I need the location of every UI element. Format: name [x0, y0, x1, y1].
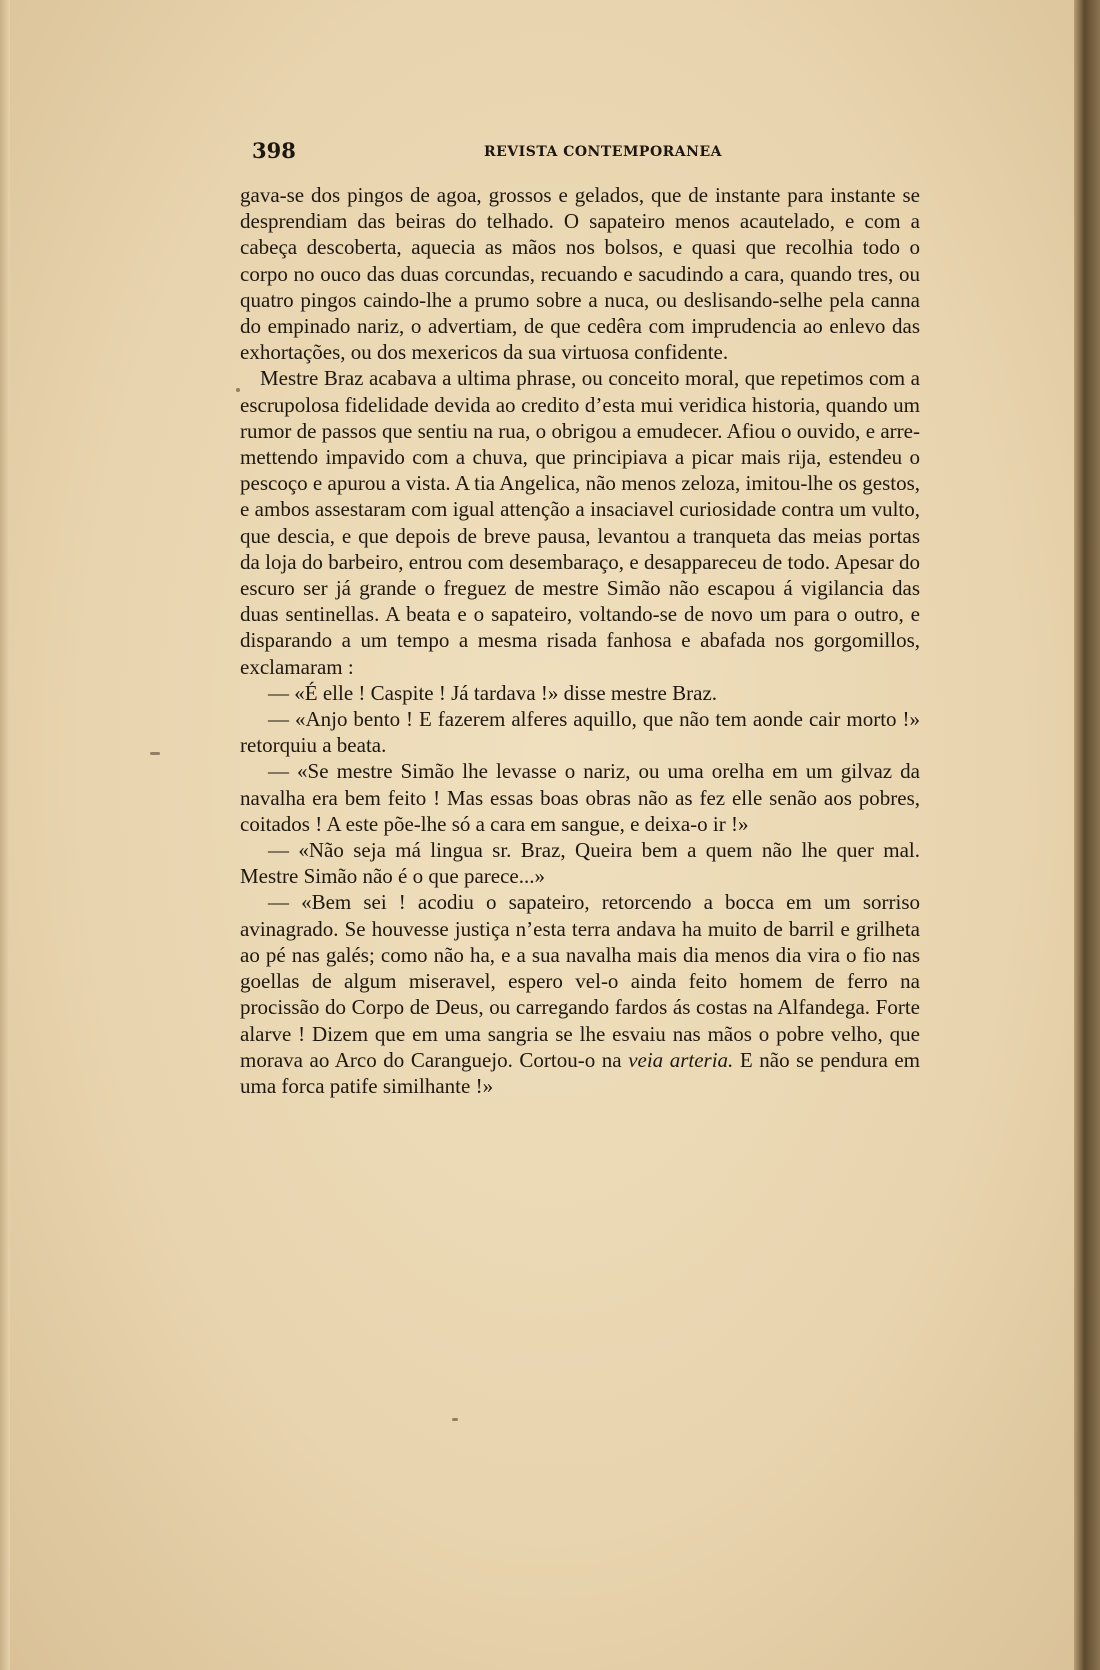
page-speck	[452, 1418, 458, 1421]
page-right-edge	[1074, 0, 1100, 1670]
body-text	[240, 182, 920, 1099]
page-left-edge	[0, 0, 10, 1670]
dialog-line: — «Anjo bento ! E fazerem alferes aquillo, que não tem aonde cair morto !» retorquiu a beata.	[240, 707, 920, 758]
page-number: 398	[252, 138, 296, 163]
dialog-line: — «É elle ! Caspite ! Já tardava !» disse mestre Braz.	[268, 680, 718, 705]
dialog-text: E não se pendura em uma forca patife similhante !»	[240, 1047, 921, 1098]
dialog-line: — «Não seja má lingua sr. Braz, Queira bem a quem não lhe quer mal. Mestre Simão não é o que parece...»	[240, 838, 920, 889]
running-title: REVISTA CONTEMPORANEA	[484, 144, 722, 160]
dialog-line-last	[240, 889, 920, 1099]
page-header	[252, 138, 932, 168]
italic-phrase: veia arteria.	[628, 1047, 734, 1072]
paragraph-continuation: gava-se dos pingos de agoa, grossos e gelados, que de instante para instante se desprendiam das beiras do telhado. O sapateiro menos acautelado, e com a cabeça descoberta, aquecia as mãos nos bolsos, e quasi que recolhia todo o corpo no ouco das duas corcundas, recuando e sacudindo a cara, quando tres, ou quatro pingos caindo-lhe a prumo sobre a nuca, ou deslisando-selhe pela canna do empinado nariz, o advertiam, de que cedêra com imprudencia ao enlevo das exhortações, ou dos mexericos da sua virtuosa confidente.	[240, 183, 920, 365]
page-speck	[150, 752, 160, 755]
dialog-text: — «Bem sei ! acodiu o sapateiro, retorcendo a bocca em um sorriso avinagrado. Se houvesse justiça n’esta terra andava ha muito de barril e grilheta ao pé nas galés; como não ha, e a sua navalha mais dia menos dia vira o fio nas goellas de algum miseravel, espero vel-o ainda feito homem de ferro na procissão do Corpo de Deus, ou carregando fardos ás costas na Alfandega. Forte alarve ! Dizem que em uma sangria se lhe esvaiu nas mãos o pobre velho, que morava ao Arco do Caranguejo. Cortou-o na	[240, 890, 920, 1072]
paragraph: Mestre Braz acabava a ultima phrase, ou conceito moral, que repetimos com a escrupolosa fidelidade devida ao credito d’esta mui veridica historia, quando um rumor de passos que sentiu na rua, o obrigou a emudecer. Afiou o ouvido, e arremettendo impavido com a chuva, que principiava a picar mais rija, estendeu o pescoço e apurou a vista. A tia Angelica, não menos zeloza, imitou-lhe os gestos, e ambos assestaram com igual attenção a insaciavel curiosidade contra um vulto, que descia, e que depois de breve pausa, levantou a tranqueta das meias portas da loja do barbeiro, entrou com desembaraço, e desappareceu de todo. Apesar do escuro ser já grande o freguez de mestre Simão não escapou á vigilancia das duas sentinellas. A beata e o sapateiro, voltando-se de novo um para o outro, e disparando a um tempo a mesma risada fanhosa e abafada nos gorgomillos, exclamaram :	[240, 366, 920, 679]
page-speck	[236, 388, 240, 392]
dialog-line: — «Se mestre Simão lhe levasse o nariz, ou uma orelha em um gilvaz da navalha era bem feito ! Mas essas boas obras não as fez elle senão aos pobres, coitados ! A este põe-lhe só a cara em sangue, e deixa-o ir !»	[240, 759, 920, 836]
